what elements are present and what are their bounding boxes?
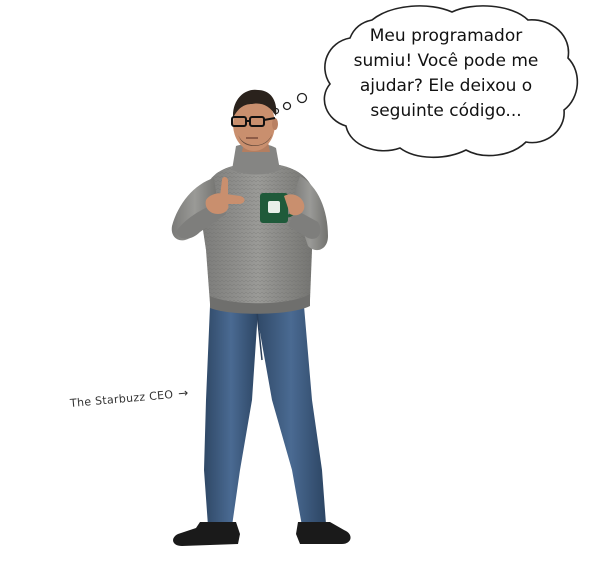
arrow-right-icon: → (177, 385, 190, 401)
bubble-line-4: seguinte código... (370, 101, 522, 121)
bubble-line-1: Meu programador (369, 26, 523, 46)
right-leg (256, 306, 326, 526)
mug-logo (268, 201, 280, 213)
bubble-line-2: sumiu! Você pode me (353, 51, 539, 71)
caption-text: The Starbuzz CEO (69, 387, 174, 410)
bubble-line-3: ajudar? Ele deixou o (359, 76, 533, 96)
ear (272, 118, 278, 130)
right-shoe (296, 522, 351, 544)
left-leg (204, 306, 258, 526)
left-shoe (173, 522, 240, 546)
